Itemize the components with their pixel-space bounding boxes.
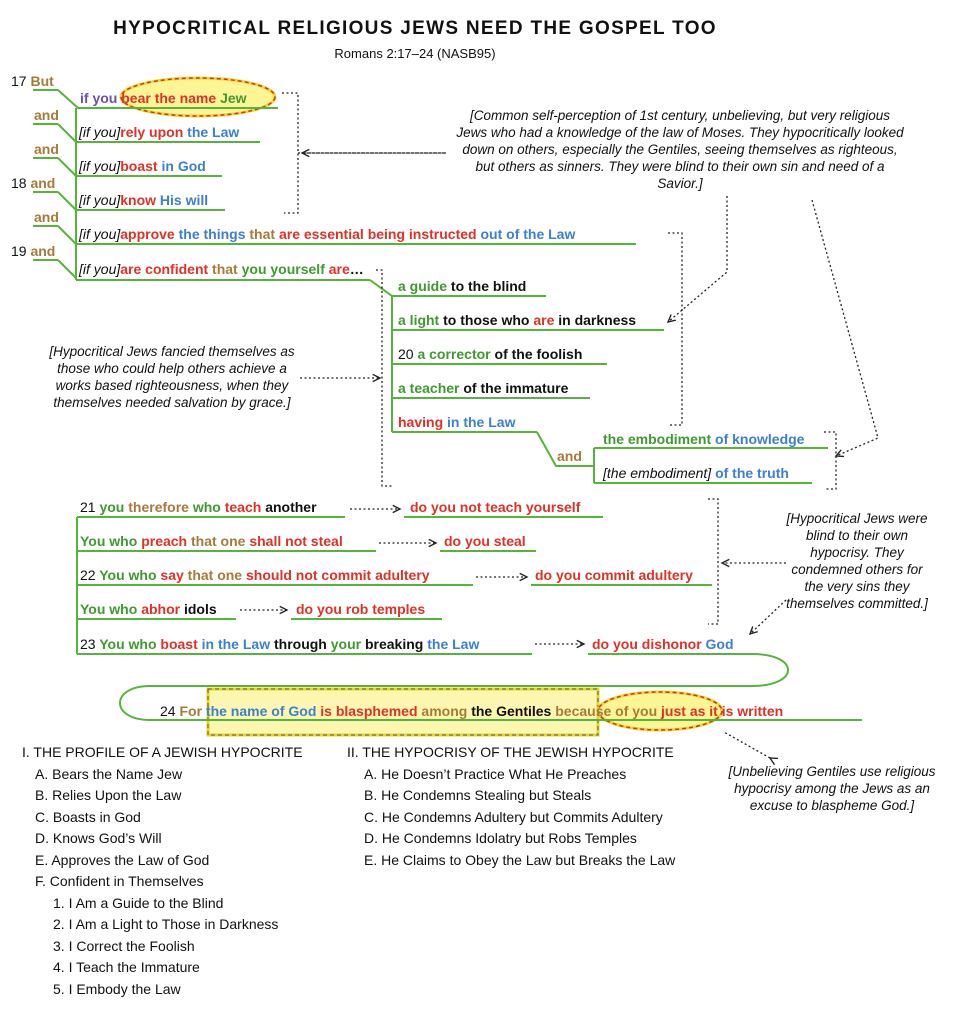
note-blind-hypocrisy: [Hypocritical Jews were blind to their own hypocrisy. They condemned others for the very sins they themselves committed.]	[786, 511, 928, 611]
line-dishonor-god: do you dishonor God	[592, 636, 734, 652]
outline-item: F. Confident in Themselves	[35, 873, 204, 889]
line-22-adultery: 22 You who say that one should not commit adultery	[80, 567, 430, 583]
line-a-guide: a guide to the blind	[398, 278, 527, 294]
outline-item: E. Approves the Law of God	[35, 851, 210, 868]
outline-item: C. He Condemns Adultery but Commits Adultery	[364, 808, 663, 825]
line-a-light: a light to those who are in darkness	[398, 312, 637, 328]
outline-item: D. He Condemns Idolatry but Robs Temples	[364, 830, 637, 846]
outline-item: B. He Condemns Stealing but Steals	[364, 787, 592, 803]
line-preach: You who preach that one shall not steal	[80, 533, 343, 549]
outline-item: A. Bears the Name Jew	[35, 765, 183, 782]
line-do-you-commit-adultery: do you commit adultery	[535, 567, 693, 583]
line-bear-the-name: if you bear the name Jew	[80, 90, 247, 106]
conj-and-2: and	[34, 141, 59, 157]
line-do-you-steal: do you steal	[444, 533, 526, 549]
line-23-boast: 23 You who boast in the Law through your breaking the Law	[80, 636, 480, 652]
line-approve: [if you]approve the things that are essential being instructed out of the Law	[79, 226, 576, 242]
line-19-and: 19 and	[11, 243, 56, 259]
conj-and-1: and	[34, 107, 59, 123]
line-abhor: You who abhor idols	[80, 601, 217, 617]
line-embodiment-truth: [the embodiment] of the truth	[603, 465, 789, 481]
note-gentiles: [Unbelieving Gentiles use religious hypocrisy among the Jews as an excuse to blaspheme God.]	[728, 764, 936, 813]
line-18-and: 18 and	[11, 175, 56, 191]
outline-hypocrisy	[347, 742, 675, 871]
note-help-others: [Hypocritical Jews fancied themselves as those who could help others achieve a works based righteousness, when they themselves needed salvation by grace.]	[49, 344, 295, 410]
line-24: 24 For the name of God is blasphemed among the Gentiles because of you just as it is written	[160, 703, 784, 719]
line-21-teach: 21 you therefore who teach another	[80, 499, 317, 515]
outline-subitem: 4. I Teach the Immature	[53, 959, 200, 975]
outline-hypocrisy-heading: II. THE HYPOCRISY OF THE JEWISH HYPOCRITE	[347, 744, 674, 760]
line-a-corrector: 20 a corrector of the foolish	[398, 346, 583, 362]
line-17-but: 17 But	[11, 73, 54, 89]
line-having: having in the Law	[398, 414, 516, 430]
outline-subitem: 5. I Embody the Law	[53, 980, 181, 997]
outline-item: C. Boasts in God	[35, 808, 141, 825]
outline-subitem: 2. I Am a Light to Those in Darkness	[53, 916, 279, 932]
outline-item: B. Relies Upon the Law	[35, 787, 182, 803]
outline-subitem: 1. I Am a Guide to the Blind	[53, 894, 224, 911]
line-embodiment-knowledge: the embodiment of knowledge	[603, 431, 805, 447]
line-are-confident: [if you]are confident that you yourself are…	[79, 261, 364, 277]
line-a-teacher: a teacher of the immature	[398, 380, 569, 396]
line-boast: [if you]boast in God	[79, 158, 206, 174]
page-title: HYPOCRITICAL RELIGIOUS JEWS NEED THE GOSPEL TOO	[113, 18, 717, 39]
line-rely-upon: [if you]rely upon the Law	[79, 124, 240, 140]
page-subtitle: Romans 2:17–24 (NASB95)	[334, 46, 496, 61]
outline-subitem: 3. I Correct the Foolish	[53, 937, 195, 954]
outline-profile-heading: I. THE PROFILE OF A JEWISH HYPOCRITE	[22, 744, 303, 760]
outline-item: D. Knows God’s Will	[35, 830, 162, 846]
conj-and-embodiment: and	[557, 448, 582, 464]
outline-profile	[22, 742, 303, 1000]
conj-and-3: and	[34, 209, 59, 225]
line-rob-temples: do you rob temples	[296, 601, 426, 617]
note-self-perception: [Common self-perception of 1st century, unbelieving, but very religious Jews who had a knowledge of the law of Moses. They hypocritically looked down on others, especially the Gentiles, seeing themselves as righteous, but others as sinners. They were blind to their own sin and need of a Savior.]	[456, 108, 904, 191]
outline-item: E. He Claims to Obey the Law but Breaks the Law	[364, 851, 676, 868]
line-do-you-not-teach: do you not teach yourself	[410, 499, 581, 515]
line-know: [if you]know His will	[79, 192, 209, 208]
outline-item: A. He Doesn’t Practice What He Preaches	[364, 765, 627, 782]
